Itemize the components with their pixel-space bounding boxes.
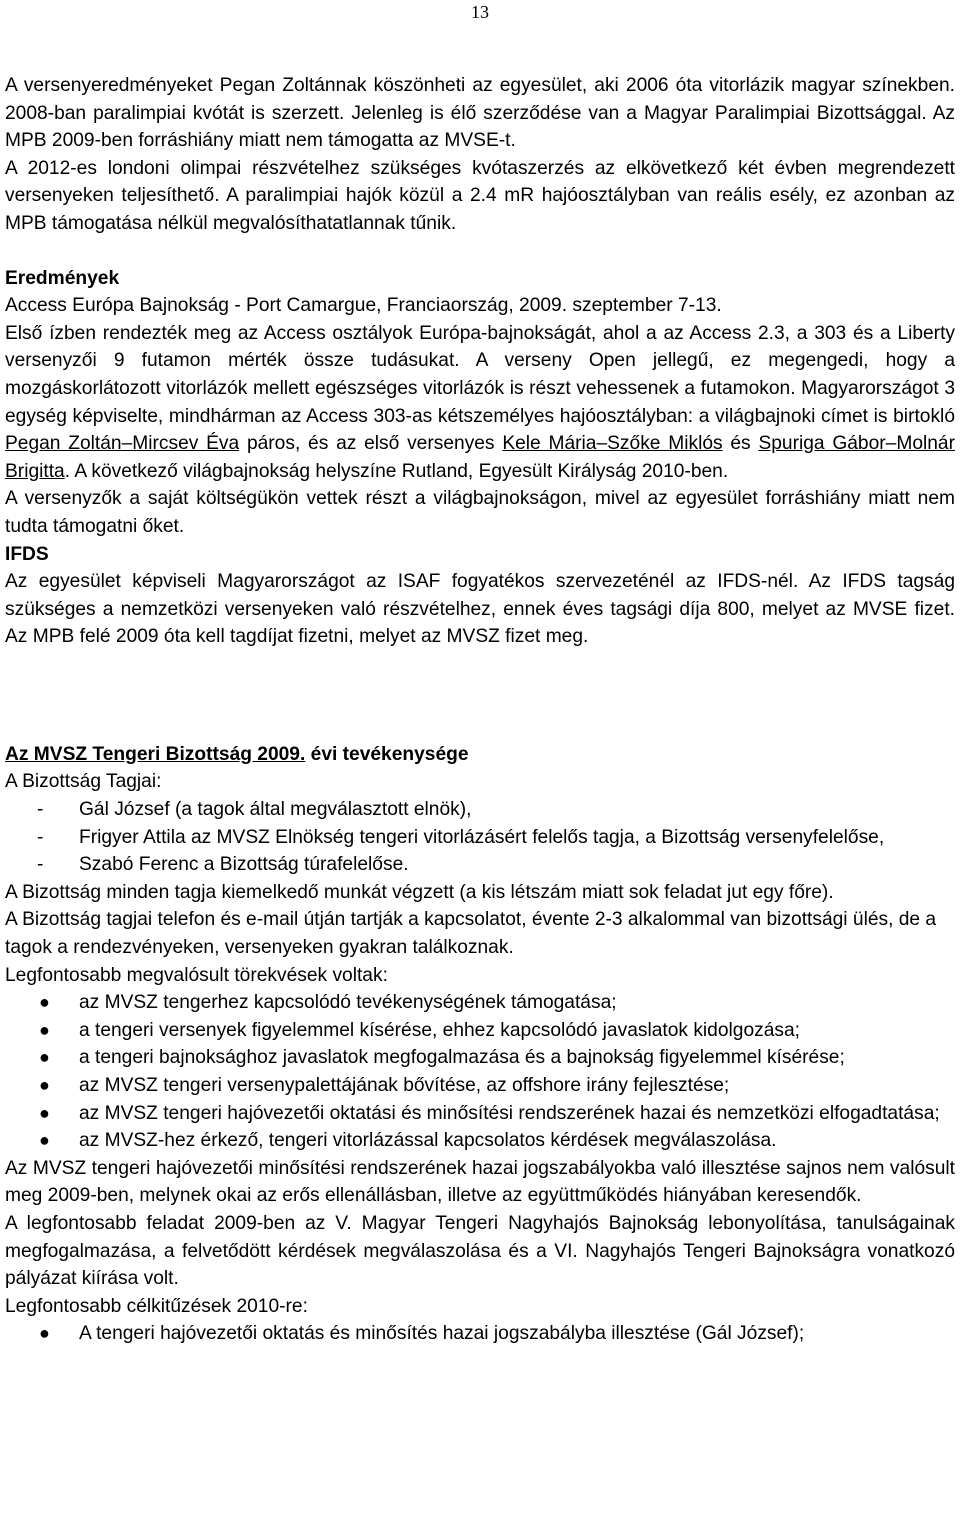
section-spacer <box>5 651 955 741</box>
list-item: ● a tengeri bajnoksághoz javaslatok megfogalmazása és a bajnokság figyelemmel kísérése; <box>39 1047 845 1069</box>
list-item: - Szabó Ferenc a Bizottság túrafelelőse. <box>37 854 409 876</box>
results-heading: Eredmények <box>5 267 120 289</box>
list-item: ● az MVSZ tengeri hajóvezetői oktatási és minősítési rendszerének hazai és nemzetközi elfogadtatása; <box>39 1102 940 1124</box>
paragraph: A Bizottság minden tagja kiemelkedő munkát végzett (a kis létszám miatt sok feladat jut egy főre). <box>5 881 834 903</box>
goals2010-label: Legfontosabb célkitűzések 2010-re: <box>5 1295 308 1317</box>
list-item: - Gál József (a tagok által megválasztott elnök), <box>37 799 472 821</box>
list-item: - Frigyer Attila az MVSZ Elnökség tengeri vitorlázásért felelős tagja, a Bizottság versenyfelelőse, <box>37 826 885 848</box>
ifds-paragraph: Az egyesület képviseli Magyarországot az ISAF fogyatékos szervezeténél az IFDS-nél. Az IFDS tagság szükséges a nemzetközi versenyeken való részvételhez, ennek éves tagsági díja 800, melyet az MVSE fizet. Az MPB felé 2009 óta kell tagdíjat fizetni, melyet az MVSZ fizet meg. <box>5 571 955 648</box>
paragraph: A versenyzők a saját költségükön vettek részt a világbajnokságon, mivel az egyesület forráshiány miatt nem tudta támogatni őket. <box>5 488 955 537</box>
paragraph: A Bizottság tagjai telefon és e-mail útján tartják a kapcsolatot, évente 2-3 alkalommal van bizottsági ülés, de a tagok a rendezvényeken, versenyeken gyakran találkoznak. <box>5 909 937 959</box>
paragraph: A 2012-es londoni olimpai részvételhez szükséges kvótaszerzés az elkövetkező két évben megrendezett versenyeken teljesíthető. A paralimpiai hajók közül a 2.4 mR hajóosztályban van reális esély, ez azonban az MPB támogatása nélkül megvalósíthatatlannak tűnik. <box>5 157 955 234</box>
team-pair: Pegan Zoltán–Mircsev Éva <box>5 433 240 455</box>
list-item: ● az MVSZ tengerhez kapcsolódó tevékenységének támogatása; <box>39 992 617 1014</box>
paragraph: A legfontosabb feladat 2009-ben az V. Magyar Tengeri Nagyhajós Bajnokság lebonyolítása, tanulságainak megfogalmazása, a felvetődött kérdések megválaszolása és a VI. Nagyhajós Tengeri Bajnokságra vonatkozó pályázat kiírása volt. <box>5 1212 955 1290</box>
list-item: ● az MVSZ tengeri versenypalettájának bővítése, az offshore irány fejlesztése; <box>39 1075 730 1096</box>
members-label: A Bizottság Tagjai: <box>5 771 162 793</box>
list-item: ● az MVSZ-hez érkező, tengeri vitorlázással kapcsolatos kérdések megválaszolása. <box>39 1130 777 1152</box>
page-number: 13 <box>471 2 489 22</box>
goals-list <box>5 989 955 1155</box>
section-title: Az MVSZ Tengeri Bizottság 2009. évi tevékenysége <box>5 743 469 765</box>
list-item: ● a tengeri versenyek figyelemmel kísérése, ehhez kapcsolódó javaslatok kidolgozása; <box>39 1019 800 1041</box>
members-list <box>5 796 955 879</box>
results-event: Access Európa Bajnokság - Port Camargue, Franciaország, 2009. szeptember 7-13. <box>5 295 722 317</box>
paragraph: A versenyeredményeket Pegan Zoltánnak köszönheti az egyesület, aki 2006 óta vitorlázik magyar színekben. 2008-ban paralimpiai kvótát is szerzett. Jelenleg is élő szerződése van a Magyar Paralimpiai Bizottsággal. Az MPB 2009-ben forráshiány miatt nem támogatta az MVSE-t. <box>5 75 955 152</box>
team-pair: Kele Mária–Szőke Miklós <box>502 433 723 455</box>
team-pair: Spuriga Gábor–Molnár Brigitta <box>5 433 955 482</box>
results-paragraph: Első ízben rendezték meg az Access osztályok Európa-bajnokságát, ahol a az Access 2.3, a 303 és a Liberty versenyzői 9 futamon mérték össze tudásukat. A verseny Open jellegű, ez megengedi, hogy a mozgáskorlátozott vitorlázók mellett egészséges vitorlázók is részt vehessenek a futamokon. Magyarországot 3 egység képviselte, mindhárman az Access 303-as kétszemélyes hajóosztályban: a világbajnoki címet is birtokló Pegan Zoltán–Mircsev Éva páros, és az első versenyes Kele Mária–Szőke Miklós és Spuriga Gábor–Molnár Brigitta. A következő világbajnokság helyszíne Rutland, Egyesült Királyság 2010-ben. <box>5 322 955 482</box>
list-item: ● A tengeri hajóvezetői oktatás és minősítés hazai jogszabályba illesztése (Gál József); <box>39 1323 805 1345</box>
goals-label: Legfontosabb megvalósult törekvések voltak: <box>5 964 388 986</box>
goals2010-list <box>5 1320 955 1348</box>
ifds-heading: IFDS <box>5 543 49 565</box>
paragraph: Az MVSZ tengeri hajóvezetői minősítési rendszerének hazai jogszabályokba való illesztése sajnos nem valósult meg 2009-ben, melynek okai az erős ellenállásban, illetve az együttműködés hiányában keresendők. <box>5 1157 955 1207</box>
document-body <box>5 72 955 1348</box>
